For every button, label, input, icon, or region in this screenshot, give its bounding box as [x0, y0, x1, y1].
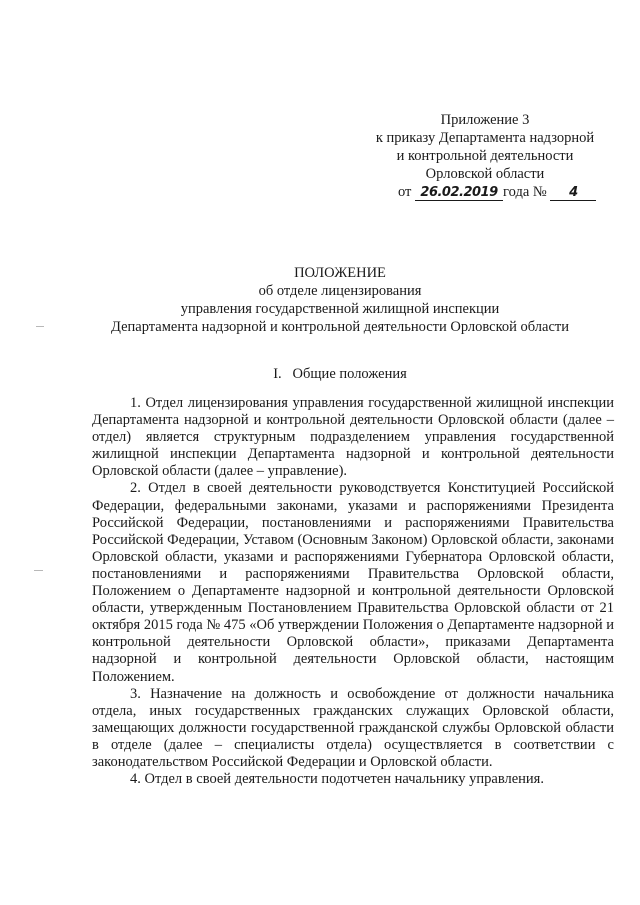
handwritten-date: 26.02.2019 [415, 186, 503, 201]
appendix-order-ref: к приказу Департамента надзорной [375, 130, 595, 146]
date-suffix: года № [503, 184, 547, 200]
margin-scan-mark [36, 326, 44, 327]
paragraph-4: 4. Отдел в своей деятельности подотчетен начальнику управления. [130, 771, 544, 788]
handwritten-number: 4 [550, 186, 596, 201]
appendix-date-row [360, 183, 610, 201]
document-title: ПОЛОЖЕНИЕ [294, 265, 386, 281]
section-heading: I. Общие положения [273, 366, 407, 382]
title-subject: об отделе лицензирования [258, 283, 422, 299]
title-directorate: управления государственной жилищной инспекции [180, 301, 500, 317]
appendix-header [360, 111, 610, 201]
document-body [92, 395, 614, 788]
appendix-label: Приложение 3 [440, 112, 530, 128]
margin-scan-mark [34, 570, 43, 571]
paragraph-1: 1. Отдел лицензирования управления государственной жилищной инспекции Департамента надзорной и контрольной деятельности Орловской области (далее – отдел) является структурным подразделением управления государственной жилищной инспекции Департамента надзорной и контрольной деятельности Орловской области (далее – управление). [92, 395, 614, 480]
paragraph-3: 3. Назначение на должность и освобождение от должности начальника отдела, иных государственных гражданских служащих Орловской области, замещающих должности государственной гражданской службы Орловской области в отделе (далее – специалисты отдела) осуществляется в соответствии с законодательством Российской Федерации и Орловской области. [92, 685, 614, 770]
appendix-department: и контрольной деятельности [396, 148, 574, 164]
paragraph-2: 2. Отдел в своей деятельности руководствуется Конституцией Российской Федерации, федеральными законами, указами и распоряжениями Президента Российской Федерации, постановлениями и распоряжениями Правительства Российской Федерации, Уставом (Основным Законом) Орловской области, законами Орловской области, указами и распоряжениями Губернатора Орловской области, постановлениями и распоряжениями Правительства Орловской области, Положением о Департаменте надзорной и контрольной деятельности Орловской области, утвержденным Постановлением Правительства Орловской области от 21 октября 2015 года № 475 «Об утверждении Положения о Департаменте надзорной и контрольной деятельности Орловской области», приказами Департамента надзорной и контрольной деятельности Орловской области, настоящим Положением. [92, 480, 614, 685]
appendix-region: Орловской области [425, 166, 545, 182]
title-department: Департамента надзорной и контрольной деятельности Орловской области [111, 319, 569, 335]
document-title-block [60, 264, 620, 336]
date-prefix: от [398, 184, 412, 200]
